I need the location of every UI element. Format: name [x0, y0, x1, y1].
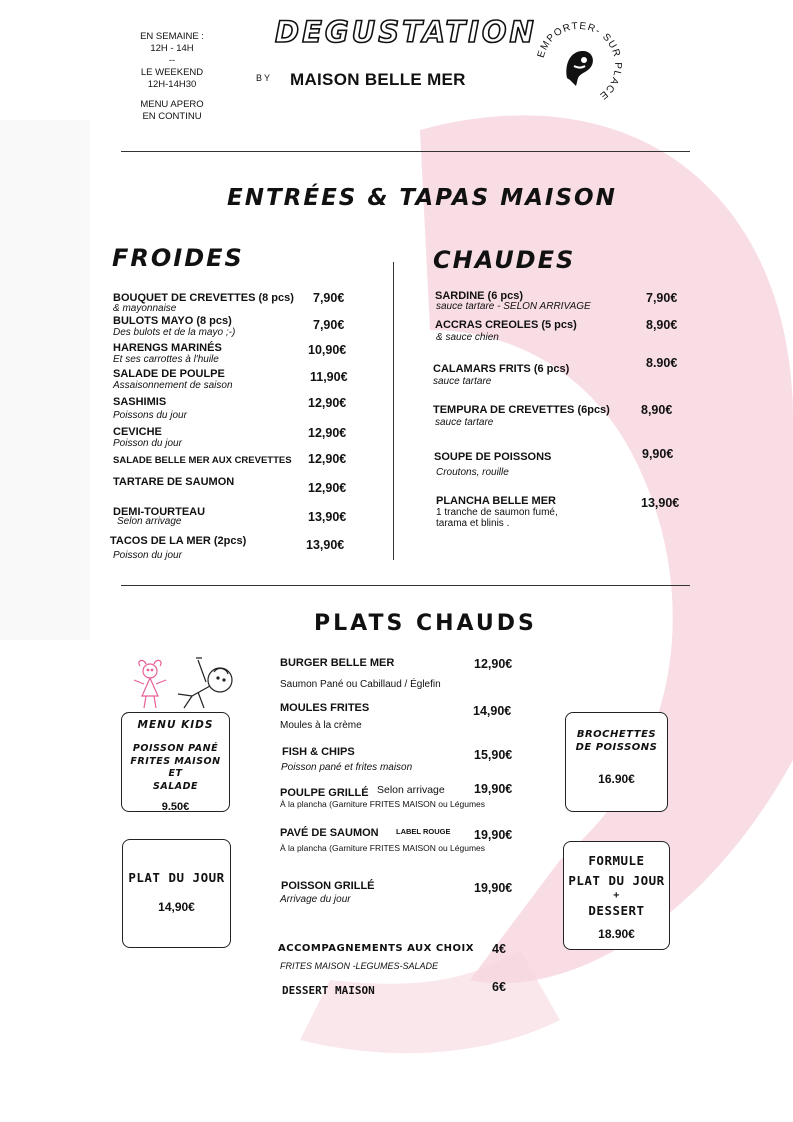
formule-line: FORMULE: [588, 853, 645, 868]
chaudes-title: CHAUDES: [433, 246, 576, 274]
brochettes-price: 16.90€: [598, 772, 635, 786]
menu-kids-line: POISSON PANÉ: [132, 743, 219, 754]
menu-item-name: POISSON GRILLÉ: [281, 880, 375, 892]
menu-item-price: 12,90€: [308, 481, 347, 495]
menu-item-price: 7,90€: [646, 291, 678, 305]
menu-item-name: DESSERT MAISON: [282, 984, 375, 997]
hours-line: EN SEMAINE :: [140, 31, 204, 42]
takeaway-stamp-logo: [534, 20, 624, 110]
page-title: DEGUSTATION: [275, 15, 537, 49]
menu-item-desc: & mayonnaise: [113, 303, 177, 314]
menu-item-name: SALADE BELLE MER AUX CREVETTES: [113, 455, 292, 466]
menu-item-desc: Poisson du jour: [113, 438, 182, 449]
menu-item-desc: sauce tartare: [435, 417, 494, 428]
menu-item-price: 8,90€: [641, 403, 673, 417]
plat-du-jour-title: PLAT DU JOUR: [128, 870, 225, 885]
menu-item-name: FISH & CHIPS: [282, 746, 355, 758]
formule-line: DESSERT: [588, 903, 645, 918]
formule-line: PLAT DU JOUR: [568, 873, 665, 888]
brochettes-box: [565, 712, 668, 812]
menu-item-desc: À la plancha (Garniture FRITES MAISON ou Légumes: [280, 843, 486, 853]
menu-item-name: SARDINE (6 pcs): [435, 290, 524, 302]
menu-item-name: PLANCHA BELLE MER: [436, 495, 556, 507]
menu-item-name: MOULES FRITES: [280, 702, 370, 714]
brochettes-line: BROCHETTES: [576, 729, 657, 740]
hours-line: EN CONTINU: [142, 111, 202, 122]
menu-item-name: ACCOMPAGNEMENTS AUX CHOIX: [278, 943, 474, 954]
menu-item-desc: 1 tranche de saumon fumé,: [436, 507, 558, 518]
menu-item-price: 12,90€: [308, 452, 347, 466]
menu-item-desc: Et ses carrottes à l'huile: [113, 354, 219, 365]
menu-item-name: BURGER BELLE MER: [280, 657, 395, 669]
menu-item-price: 13,90€: [306, 538, 345, 552]
menu-item-desc: Selon arrivage: [117, 516, 182, 527]
menu-item-price: 19,90€: [474, 881, 513, 895]
menu-item-name: SASHIMIS: [113, 396, 167, 408]
menu-item-desc: Saumon Pané ou Cabillaud / Églefin: [280, 679, 441, 690]
section-title-plats: PLATS CHAUDS: [314, 611, 537, 636]
menu-item-desc: Poisson du jour: [113, 550, 182, 561]
menu-item-price: 4€: [492, 942, 506, 956]
formule-box: [563, 841, 670, 950]
menu-item-price: 7,90€: [313, 318, 345, 332]
menu-item-desc: FRITES MAISON -LEGUMES-SALADE: [280, 961, 439, 971]
formule-price: 18.90€: [598, 927, 635, 941]
opening-hours: [128, 31, 216, 123]
formule-line: +: [613, 890, 620, 901]
menu-item-price: 19,90€: [474, 782, 513, 796]
menu-item-name: POULPE GRILLÉ: [280, 787, 369, 799]
menu-item-price: 14,90€: [473, 704, 512, 718]
menu-kids-line: SALADE: [153, 780, 198, 792]
menu-item-price: 12,90€: [308, 396, 347, 410]
hours-line: [128, 91, 216, 99]
menu-item-price: 12,90€: [308, 426, 347, 440]
menu-item-desc: Des bulots et de la mayo ;-): [113, 327, 236, 338]
menu-item-name: BOUQUET DE CREVETTES (8 pcs): [113, 292, 294, 304]
menu-kids-price: 9.50€: [161, 801, 190, 813]
menu-kids-line: FRITES MAISON ET: [130, 755, 221, 779]
by-label: BY: [256, 73, 273, 83]
menu-kids-title: MENU KIDS: [137, 719, 214, 731]
fish-icon: [566, 51, 593, 86]
menu-item-name: CALAMARS FRITS (6 pcs): [433, 363, 570, 375]
menu-item-price: 13,90€: [641, 496, 680, 510]
menu-item-price: 13,90€: [308, 510, 347, 524]
plat-du-jour-box: [122, 839, 231, 948]
hours-line: LE WEEKEND: [140, 67, 204, 78]
menu-item-name: TACOS DE LA MER (2pcs): [110, 535, 247, 547]
menu-item-price: 7,90€: [313, 291, 345, 305]
menu-item-price: 9,90€: [642, 447, 674, 461]
hours-line: 12H-14H30: [147, 79, 197, 90]
menu-item-name: DEMI-TOURTEAU: [113, 506, 206, 518]
menu-item-price: 19,90€: [474, 828, 513, 842]
hours-line: --: [168, 55, 176, 66]
menu-item-price: 15,90€: [474, 748, 513, 762]
menu-item-name: ACCRAS CREOLES (5 pcs): [435, 319, 577, 331]
label-rouge-badge: LABEL ROUGE: [396, 827, 451, 836]
hours-line: MENU APERO: [140, 99, 204, 110]
menu-item-name: SOUPE DE POISSONS: [434, 451, 552, 463]
menu-item-desc: & sauce chien: [436, 332, 499, 343]
menu-item-price: 12,90€: [474, 657, 513, 671]
menu-item-name: SALADE DE POULPE: [113, 368, 225, 380]
menu-item-price: 8.90€: [646, 356, 678, 370]
menu-item-name: PAVÉ DE SAUMON: [280, 827, 379, 839]
menu-item-name: BULOTS MAYO (8 pcs): [113, 315, 232, 327]
menu-item-note: Selon arrivage: [377, 784, 445, 796]
column-divider: [393, 262, 394, 560]
brochettes-line: DE POISSONS: [575, 741, 658, 753]
menu-item-desc: Croutons, rouille: [436, 467, 509, 478]
menu-item-name: CEVICHE: [113, 426, 162, 438]
menu-item-name: HARENGS MARINÉS: [113, 342, 222, 354]
divider: [121, 585, 690, 586]
brand-name: MAISON BELLE MER: [290, 70, 466, 89]
stamp-text: EMPORTER- SUR PLACE: [535, 20, 624, 102]
menu-item-desc: Poisson pané et frites maison: [281, 762, 413, 773]
menu-item-price: 8,90€: [646, 318, 678, 332]
menu-item-price: 6€: [492, 980, 506, 994]
menu-item-price: 11,90€: [310, 370, 348, 384]
hours-line: 12H - 14H: [150, 43, 194, 54]
menu-item-desc: Moules à la crème: [280, 720, 362, 731]
menu-item-desc: tarama et blinis .: [436, 518, 510, 529]
menu-item-name: TEMPURA DE CREVETTES (6pcs): [433, 404, 610, 416]
menu-item-price: 10,90€: [308, 343, 347, 357]
menu-item-desc: Arrivage du jour: [280, 894, 351, 905]
menu-item-desc: sauce tartare: [433, 376, 492, 387]
menu-item-desc: sauce tartare - SELON ARRIVAGE: [436, 301, 591, 312]
froides-title: FROIDES: [112, 244, 244, 272]
menu-item-desc: Poissons du jour: [113, 410, 187, 421]
menu-item-desc: Assaisonnement de saison: [113, 380, 233, 391]
plat-du-jour-price: 14,90€: [158, 900, 195, 914]
divider: [121, 151, 690, 152]
section-title-entrees: ENTRÉES & TAPAS MAISON: [227, 185, 617, 211]
menu-item-name: TARTARE DE SAUMON: [113, 476, 235, 488]
kids-doodle-illustration: [128, 656, 238, 712]
menu-item-desc: À la plancha (Garniture FRITES MAISON ou Légumes: [280, 799, 486, 809]
menu-kids-box: [121, 712, 230, 812]
